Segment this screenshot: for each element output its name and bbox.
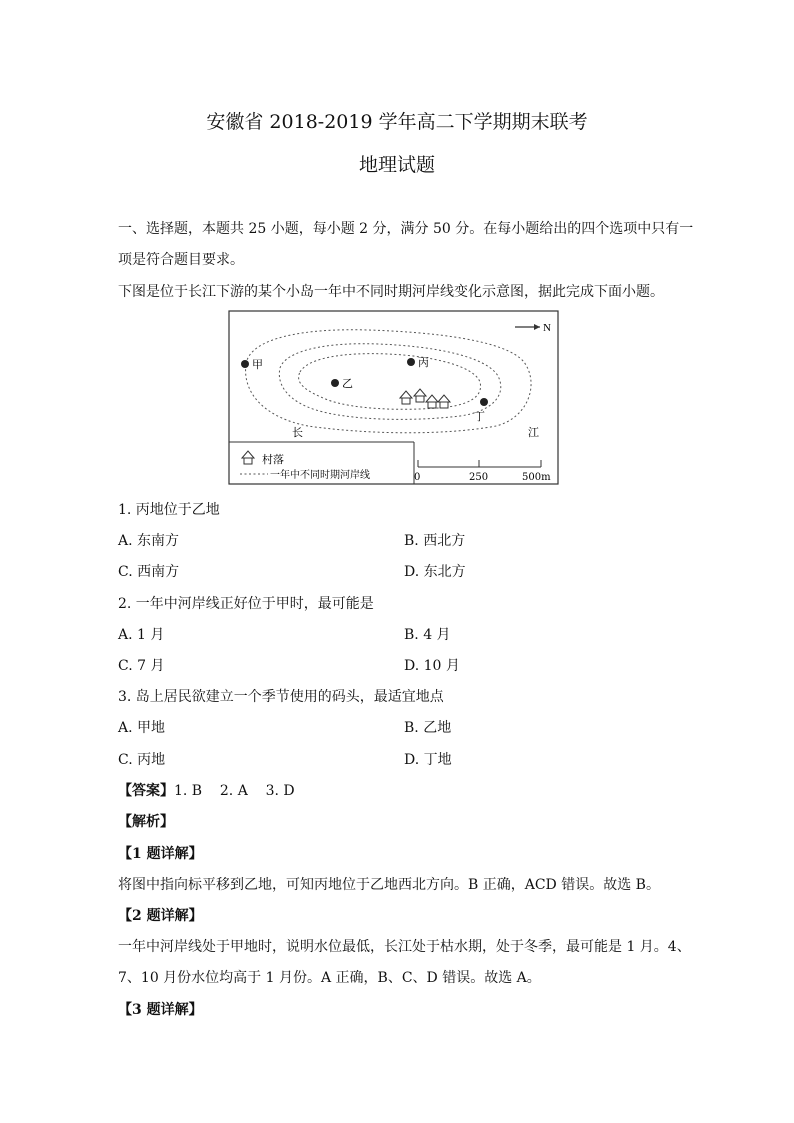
question-2-option-b: B. 4 月 <box>404 627 451 643</box>
section-intro-line-1: 一、选择题，本题共 25 小题，每小题 2 分，满分 50 分。在每小题给出的四个选项中只有一 <box>118 221 694 237</box>
question-1-option-c: C. 西南方 <box>118 564 180 580</box>
point-bing-marker <box>407 358 415 366</box>
section-intro-line-2: 项是符合题目要求。 <box>118 252 244 268</box>
question-3-option-b: B. 乙地 <box>404 720 452 736</box>
question-3-option-a: A. 甲地 <box>118 720 166 736</box>
river-label-left: 长 <box>292 426 303 439</box>
analysis-q3-label: 【3 题详解】 <box>118 1002 203 1018</box>
legend-line-label: 一年中不同时期河岸线 <box>270 470 370 481</box>
question-3-stem: 3. 岛上居民欲建立一个季节使用的码头，最适宜地点 <box>118 689 444 705</box>
question-1-stem: 1. 丙地位于乙地 <box>118 502 220 518</box>
question-3-option-c: C. 丙地 <box>118 752 166 768</box>
legend-village-label: 村落 <box>262 453 284 466</box>
scale-label-500: 500m <box>522 472 551 483</box>
point-jia-marker <box>241 360 249 368</box>
point-yi-label: 乙 <box>342 377 353 390</box>
analysis-q2-text-line-2: 7、10 月份水位均高于 1 月份。A 正确，B、C、D 错误。故选 A。 <box>118 970 541 986</box>
island-map-figure <box>228 310 559 485</box>
north-label: N <box>543 322 551 334</box>
river-label-right: 江 <box>528 426 539 439</box>
point-ding-label: 丁 <box>474 410 485 423</box>
analysis-label: 【解析】 <box>118 814 174 830</box>
scale-label-250: 250 <box>469 472 489 483</box>
answer-text: 1. B 2. A 3. D <box>174 783 295 799</box>
question-1-option-b: B. 西北方 <box>404 533 466 549</box>
document-title: 安徽省 2018-2019 学年高二下学期期末联考 <box>206 111 588 133</box>
question-2-option-a: A. 1 月 <box>118 627 165 643</box>
answer-line <box>118 780 295 800</box>
question-group-stem: 下图是位于长江下游的某个小岛一年中不同时期河岸线变化示意图，据此完成下面小题。 <box>118 284 664 300</box>
question-3-option-d: D. 丁地 <box>404 752 452 768</box>
analysis-q1-text: 将图中指向标平移到乙地，可知丙地位于乙地西北方向。B 正确，ACD 错误。故选 B。 <box>118 877 660 893</box>
point-yi-marker <box>331 379 339 387</box>
point-jia-label: 甲 <box>252 358 263 371</box>
document-subtitle: 地理试题 <box>358 154 435 176</box>
analysis-q2-label: 【2 题详解】 <box>118 908 203 924</box>
answer-label: 【答案】 <box>118 783 174 799</box>
point-ding-marker <box>480 398 488 406</box>
question-2-option-c: C. 7 月 <box>118 658 165 674</box>
point-bing-label: 丙 <box>418 356 429 369</box>
analysis-q1-label: 【1 题详解】 <box>118 846 203 862</box>
island-map-svg <box>228 310 559 485</box>
analysis-q2-text-line-1: 一年中河岸线处于甲地时，说明水位最低，长江处于枯水期，处于冬季，最可能是 1 月。4、 <box>118 939 691 955</box>
question-2-option-d: D. 10 月 <box>404 658 460 674</box>
scale-label-0: 0 <box>414 472 421 483</box>
question-1-option-d: D. 东北方 <box>404 564 466 580</box>
question-1-option-a: A. 东南方 <box>118 533 180 549</box>
question-2-stem: 2. 一年中河岸线正好位于甲时，最可能是 <box>118 596 374 612</box>
